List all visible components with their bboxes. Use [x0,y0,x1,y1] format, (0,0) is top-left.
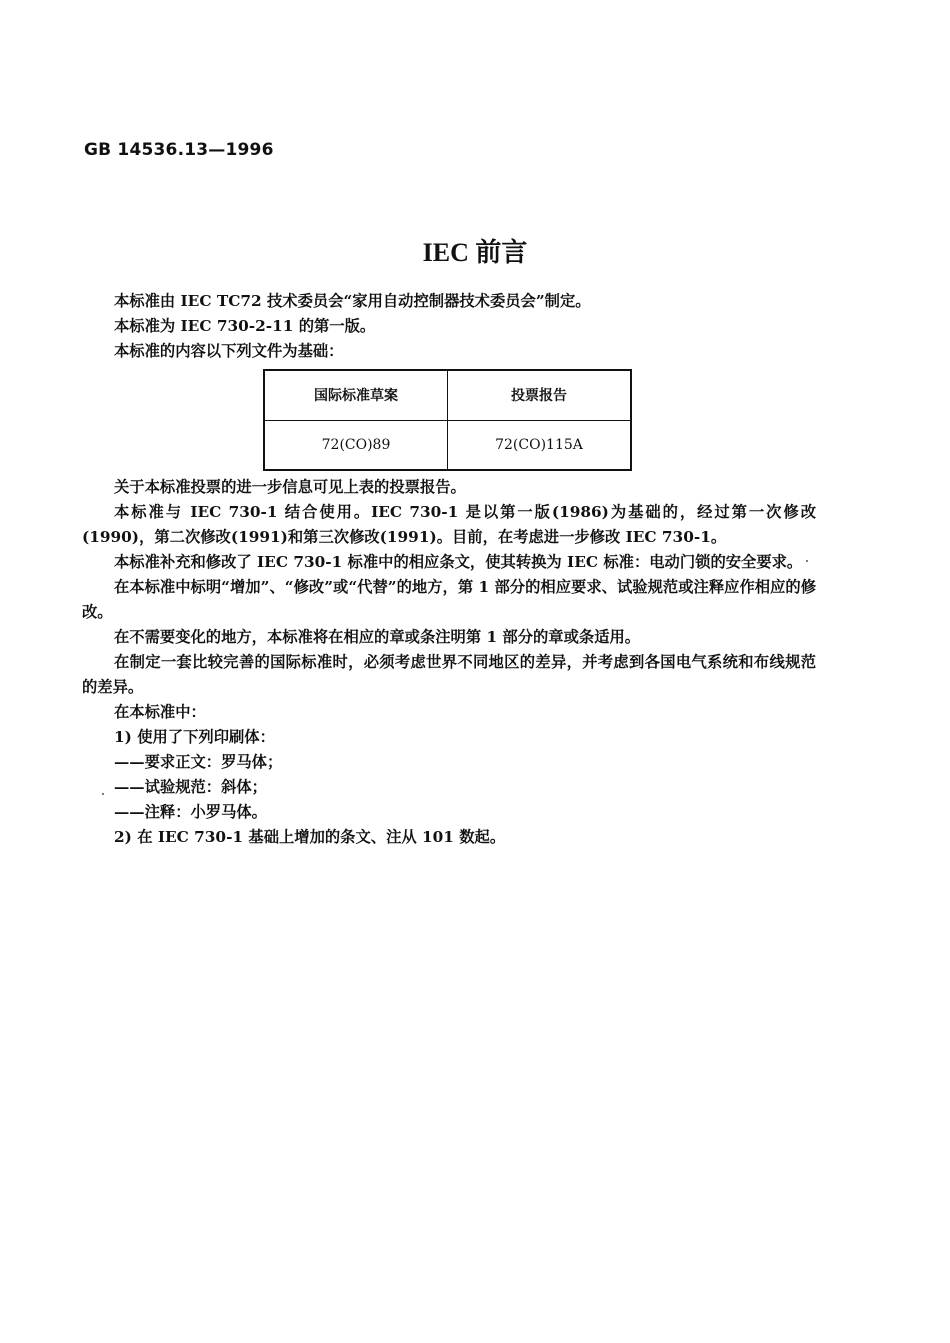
scan-speck [806,560,808,562]
table-header-cell: 投票报告 [448,370,632,420]
intro-paragraph-2: 本标准为 IEC 730-2-11 的第一版。 [114,317,376,335]
vote-table [263,369,632,471]
intro-paragraph-1: 本标准由 IEC TC72 技术委员会“家用自动控制器技术委员会”制定。 [114,292,591,310]
body-paragraph-5: 本标准与 IEC 730-1 结合使用。IEC 730-1 是以第一版(1986)为基础的，经过第一次修改(1990)，第二次修改(1991)和第三次修改(1991)。目前，在考虑进一步修改 IEC 730-1。 [82,503,816,546]
table-header-cell: 国际标准草案 [264,370,448,420]
body-paragraph-8: 在不需要变化的地方，本标准将在相应的章或条注明第 1 部分的章或条适用。 [114,628,641,646]
list-subitem-roman: ——要求正文：罗马体； [114,753,283,771]
list-subitem-small-roman: ——注释：小罗马体。 [114,803,267,821]
table-cell: 72(CO)89 [264,420,448,470]
scan-speck [102,793,104,795]
body-paragraph-4: 关于本标准投票的进一步信息可见上表的投票报告。 [114,478,466,496]
body-paragraph-6: 本标准补充和修改了 IEC 730-1 标准中的相应条文，使其转换为 IEC 标准：电动门锁的安全要求。 [114,553,803,571]
body-paragraph-10: 在本标准中： [114,703,206,721]
table-cell: 72(CO)115A [448,420,632,470]
standard-code: GB 14536.13—1996 [84,140,274,160]
body-paragraph-7: 在本标准中标明“增加”、“修改”或“代替”的地方，第 1 部分的相应要求、试验规范或注释应作相应的修改。 [82,578,816,621]
list-item-1: 1) 使用了下列印刷体： [114,728,275,746]
body-paragraph-9: 在制定一套比较完善的国际标准时，必须考虑世界不同地区的差异，并考虑到各国电气系统和布线规范的差异。 [82,653,816,696]
intro-paragraph-3: 本标准的内容以下列文件为基础： [114,342,344,360]
table-header-row [264,370,631,420]
list-item-2: 2) 在 IEC 730-1 基础上增加的条文、注从 101 数起。 [114,828,506,846]
list-subitem-italic: ——试验规范：斜体； [114,778,267,796]
page-title: IEC 前言 [422,238,528,267]
table-row [264,420,631,470]
